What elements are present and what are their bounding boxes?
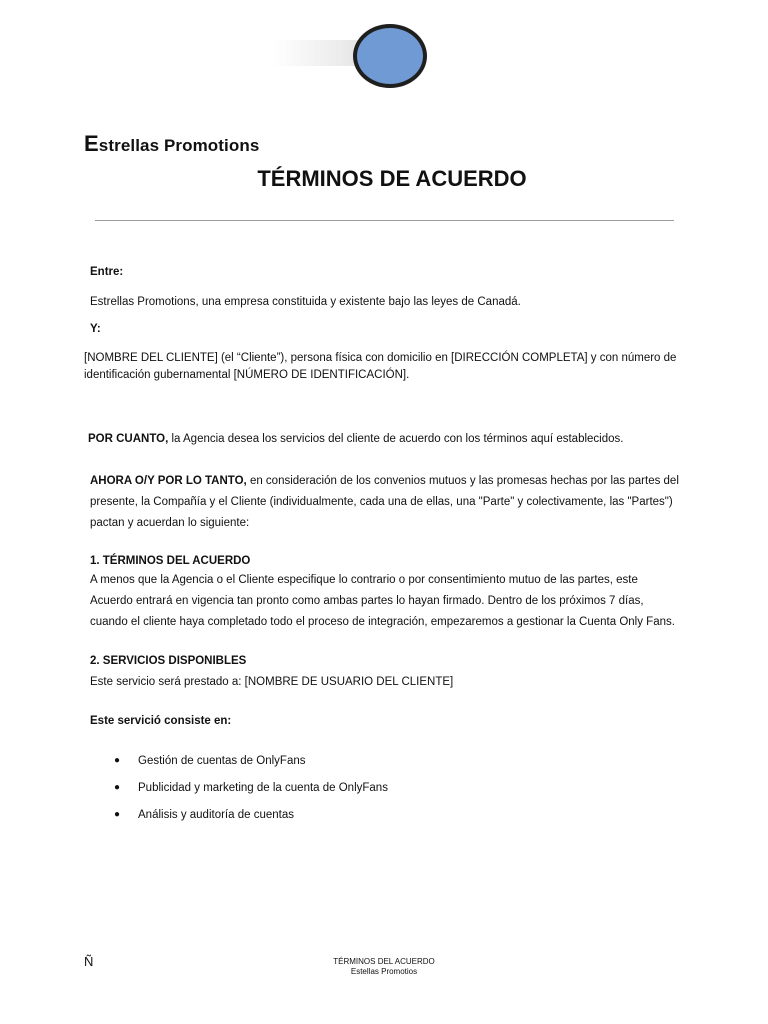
list-item: Publicidad y marketing de la cuenta de OnlyFans (138, 782, 388, 794)
logo-circle (353, 24, 427, 88)
list-item: Gestión de cuentas de OnlyFans (138, 755, 306, 767)
company-initial: E (84, 131, 99, 156)
now-therefore-paragraph (90, 471, 679, 534)
section-1-line-3: cuando el cliente haya completado todo el proceso de integración, empezaremos a gestionar la Cuenta Only Fans. (90, 616, 675, 628)
section-1-heading: 1. TÉRMINOS DEL ACUERDO (90, 555, 251, 567)
title-divider (95, 220, 674, 221)
section-2-service-recipient: Este servicio será prestado a: [NOMBRE DE USUARIO DEL CLIENTE] (90, 676, 454, 688)
footer-company: Estellas Promotios (350, 967, 418, 976)
now-therefore-line-3: pactan y acuerdan lo siguiente: (90, 517, 250, 529)
client-party-line-2: identificación gubernamental [NÚMERO DE IDENTIFICACIÓN]. (84, 369, 410, 381)
section-1-line-2: Acuerdo entrará en vigencia tan pronto como ambas partes lo hayan firmado. Dentro de los próximos 7 días, (90, 595, 644, 607)
list-item: Análisis y auditoría de cuentas (138, 809, 294, 821)
now-therefore-line-2: presente, la Compañía y el Cliente (individualmente, cada una de ellas, una "Parte" y colectivamente, las "Partes") (90, 496, 673, 508)
bullet-icon: ● (114, 755, 121, 766)
between-label: Entre: (90, 266, 124, 278)
footer-title: TÉRMINOS DEL ACUERDO (333, 957, 435, 966)
client-party-line-1: [NOMBRE DEL CLIENTE] (el “Cliente”), persona física con domicilio en [DIRECCIÓN COMPLETA] y con número de (84, 352, 677, 364)
bullet-icon: ● (114, 809, 121, 820)
and-label: Y: (90, 323, 101, 335)
now-therefore-label: AHORA O/Y POR LO TANTO, (90, 475, 247, 487)
company-name-rest: strellas Promotions (98, 136, 260, 155)
section-1-line-1: A menos que la Agencia o el Cliente especifique lo contrario o por consentimiento mutuo de las partes, este (90, 574, 638, 586)
whereas-paragraph (88, 429, 623, 449)
whereas-text: la Agencia desea los servicios del cliente de acuerdo con los términos aquí establecidos. (168, 433, 624, 445)
now-therefore-text: en consideración de los convenios mutuos y las promesas hechas por las partes del (246, 475, 679, 487)
company-party-line: Estrellas Promotions, una empresa constituida y existente bajo las leyes de Canadá. (90, 296, 521, 308)
bullet-icon: ● (114, 782, 121, 793)
services-consist-label: Este servició consiste en: (90, 715, 232, 727)
whereas-label: POR CUANTO, (88, 433, 169, 445)
company-name (84, 131, 259, 157)
page-mark: Ñ (84, 954, 94, 969)
now-therefore-line-1 (90, 471, 679, 492)
section-1-body (90, 570, 675, 633)
section-2-heading: 2. SERVICIOS DISPONIBLES (90, 655, 247, 667)
document-title: TÉRMINOS DE ACUERDO (257, 166, 527, 191)
